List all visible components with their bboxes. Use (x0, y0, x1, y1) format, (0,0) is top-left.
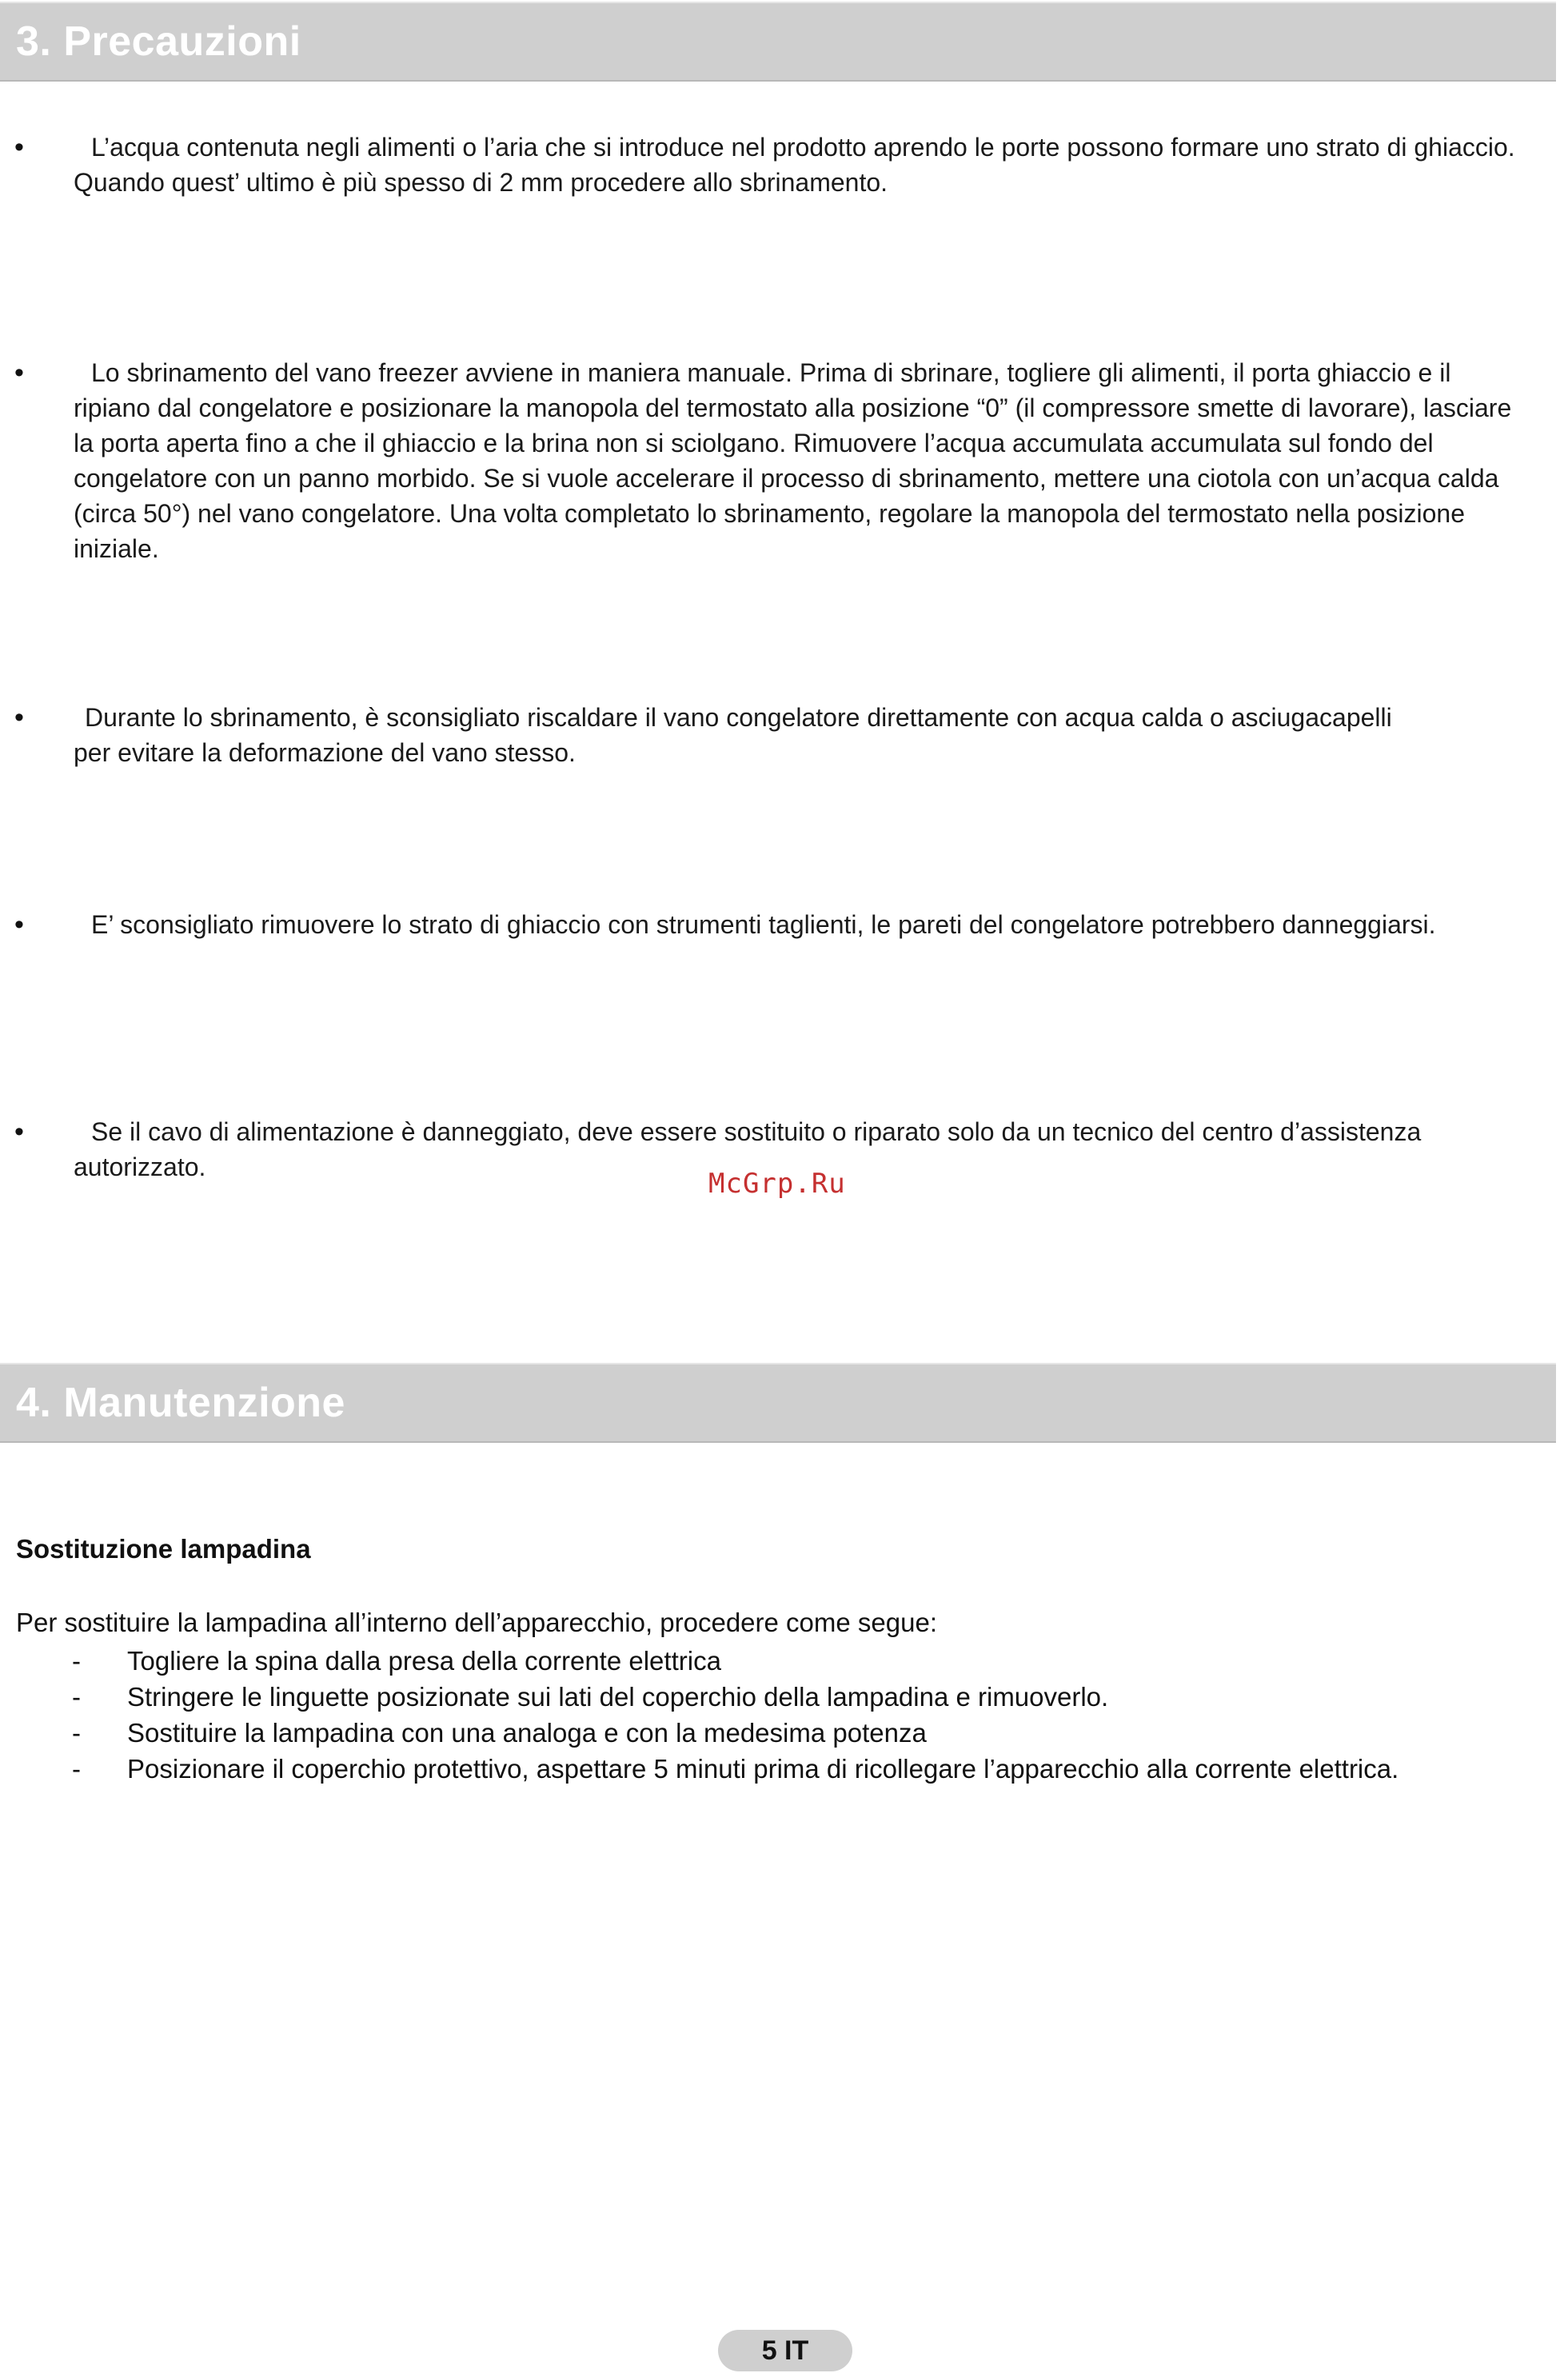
dash-icon: - (72, 1646, 81, 1676)
section-header-manutenzione (0, 1363, 1556, 1443)
bullet-text: L’acqua contenuta negli alimenti o l’aria che si introduce nel prodotto aprendo le porte possono formare uno strato di ghiaccio. Quando quest’ ultimo è più spesso di 2 mm procedere allo sbrinamento. (74, 133, 1515, 197)
step-text: Stringere le linguette posizionate sui lati del coperchio della lampadina e rimuoverlo. (127, 1682, 1109, 1712)
step-text: Sostituire la lampadina con una analoga e con la medesima potenza (127, 1718, 927, 1748)
bullet-icon: • (14, 132, 24, 162)
step-text: Togliere la spina dalla presa della corrente elettrica (127, 1646, 721, 1676)
bullet-item (14, 907, 1470, 942)
bullet-item (14, 700, 1422, 770)
list-item (16, 1715, 1567, 1751)
section-title: 4. Manutenzione (16, 1380, 345, 1426)
bullet-icon: • (14, 358, 24, 388)
dash-icon: - (72, 1682, 81, 1712)
intro-text: Per sostituire la lampadina all’interno dell’apparecchio, procedere come segue: (16, 1608, 937, 1637)
bullet-text: Se il cavo di alimentazione è danneggiato, deve essere sostituito o riparato solo da un tecnico del centro d’assistenza autorizzato. (74, 1117, 1422, 1181)
bullet-text: Lo sbrinamento del vano freezer avviene in maniera manuale. Prima di sbrinare, togliere gli alimenti, il porta ghiaccio e il ripiano dal congelatore e posizionare la manopola del termostato alla posizione “0” (il compressore smette di lavorare), lasciare la porta aperta fino a che il ghiaccio e la brina non si sciolgano. Rimuovere l’acqua accumulata accumulata sul fondo del congelatore con un panno morbido. Se si vuole accelerare il processo di sbrinamento, mettere una ciotola con un’acqua calda (circa 50°) nel vano congelatore. Una volta completato lo sbrinamento, regolare la manopola del termostato nella posizione iniziale. (74, 358, 1512, 563)
watermark: McGrp.Ru (708, 1168, 846, 1200)
list-item (16, 1751, 1567, 1787)
steps-list (16, 1643, 1567, 1787)
step-text: Posizionare il coperchio protettivo, aspettare 5 minuti prima di ricollegare l’apparecchio alla corrente elettrica. (127, 1754, 1399, 1784)
bullet-text: Durante lo sbrinamento, è sconsigliato riscaldare il vano congelatore direttamente con acqua calda o asciugacapelli per evitare la deformazione del vano stesso. (74, 703, 1392, 767)
subheading: Sostituzione lampadina (16, 1534, 311, 1564)
section-title: 3. Precauzioni (16, 18, 301, 65)
bullet-item (14, 130, 1566, 200)
dash-icon: - (72, 1754, 81, 1784)
bullet-icon: • (14, 702, 24, 733)
section-header-precauzioni (0, 2, 1556, 82)
bullet-text: E’ sconsigliato rimuovere lo strato di ghiaccio con strumenti taglienti, le pareti del congelatore potrebbero danneggiarsi. (91, 910, 1436, 939)
list-item (16, 1643, 1567, 1679)
list-item (16, 1679, 1567, 1715)
bullet-item (14, 355, 1534, 566)
page-number-badge: 5 IT (718, 2330, 852, 2371)
bullet-icon: • (14, 1117, 24, 1147)
bullet-icon: • (14, 909, 24, 940)
dash-icon: - (72, 1718, 81, 1748)
